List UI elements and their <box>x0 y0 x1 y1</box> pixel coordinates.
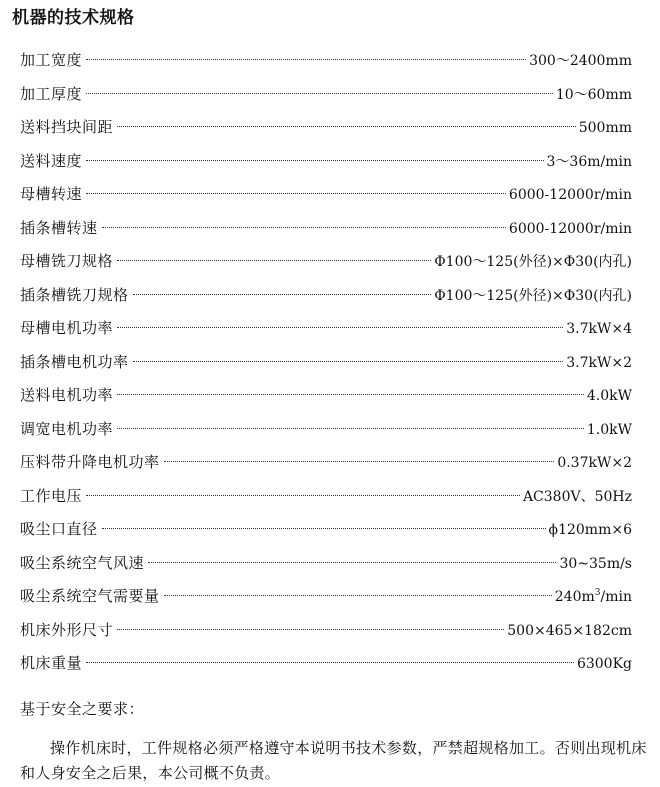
dotted-leader <box>86 160 544 161</box>
spec-value-text: 6000-12000r/min <box>508 220 632 237</box>
dotted-leader <box>148 562 556 563</box>
spec-label: 插条槽铣刀规格 <box>20 285 129 304</box>
spec-value-text: ϕ120mm×6 <box>548 522 632 538</box>
spec-value <box>587 380 632 414</box>
spec-value <box>587 414 632 448</box>
spec-label: 加工厚度 <box>20 84 83 103</box>
spec-value-text: 1.0kW <box>586 421 632 438</box>
spec-label: 加工宽度 <box>20 51 83 69</box>
spec-label: 送料挡块间距 <box>20 118 114 136</box>
spec-row <box>20 480 632 514</box>
spec-label: 插条槽转速 <box>20 218 98 237</box>
dotted-leader <box>86 662 574 663</box>
spec-value-text: 300～2400mm <box>529 53 632 69</box>
spec-value <box>509 179 632 213</box>
spec-value <box>523 481 632 515</box>
spec-row <box>20 178 632 212</box>
spec-row <box>20 145 632 179</box>
dotted-leader <box>133 294 432 295</box>
spec-value <box>549 514 632 548</box>
spec-value <box>434 246 632 280</box>
spec-value-text: 3～36m/min <box>546 153 632 170</box>
spec-row <box>20 44 632 78</box>
spec-label: 母槽电机功率 <box>20 319 114 337</box>
spec-value <box>547 146 632 180</box>
spec-row <box>20 379 632 413</box>
spec-label: 送料速度 <box>20 151 83 170</box>
spec-value <box>566 313 632 347</box>
spec-value-text: Φ100～125(外径)×Φ30(内孔) <box>434 287 632 304</box>
spec-value-text: 500×465×182cm <box>507 622 632 639</box>
safety-body: 操作机床时，工件规格必须严格遵守本说明书技术参数，严禁超规格加工。否则出现机床和人身安全之后果，本公司概不负责。 <box>20 739 647 782</box>
spec-value-text: 500mm <box>578 120 632 136</box>
spec-row <box>20 78 632 112</box>
dotted-leader <box>164 595 552 596</box>
spec-label: 送料电机功率 <box>20 386 114 404</box>
spec-value <box>559 548 632 582</box>
spec-row <box>20 547 632 581</box>
spec-value-text: 30~35m/s <box>559 555 632 572</box>
spec-value-text: 3.7kW×4 <box>566 321 632 337</box>
spec-value <box>507 615 632 649</box>
spec-row <box>20 346 632 380</box>
spec-label: 工作电压 <box>20 486 83 505</box>
spec-value <box>577 648 632 682</box>
dotted-leader <box>117 394 584 395</box>
dotted-leader <box>133 361 564 362</box>
spec-label: 母槽转速 <box>20 185 83 203</box>
spec-label: 机床外形尺寸 <box>20 620 114 639</box>
spec-label: 插条槽电机功率 <box>20 352 129 371</box>
spec-label: 吸尘系统空气风速 <box>20 553 145 572</box>
spec-value <box>555 581 632 615</box>
spec-row <box>20 212 632 246</box>
spec-label: 机床重量 <box>20 654 83 672</box>
spec-value-text: Φ100～125(外径)×Φ30(内孔) <box>434 254 632 270</box>
dotted-leader <box>86 59 526 60</box>
spec-value <box>566 347 632 381</box>
spec-value-text: 6300Kg <box>576 656 632 672</box>
dotted-leader <box>86 495 520 496</box>
spec-label: 吸尘系统空气需要量 <box>20 587 160 605</box>
spec-value <box>529 45 632 79</box>
spec-value <box>557 447 632 481</box>
dotted-leader <box>86 193 506 194</box>
spec-value <box>579 112 632 146</box>
spec-row <box>20 312 632 346</box>
safety-heading: 基于安全之要求： <box>20 700 145 718</box>
document-title: 机器的技术规格 <box>12 8 135 28</box>
spec-value-superscript: 3 <box>594 588 601 598</box>
spec-value-text: 0.37kW×2 <box>557 455 632 471</box>
spec-value-text: AC380V、50Hz <box>522 488 632 505</box>
spec-value-suffix: /min <box>600 589 632 605</box>
spec-row <box>20 111 632 145</box>
spec-row <box>20 245 632 279</box>
dotted-leader <box>117 260 431 261</box>
spec-row <box>20 279 632 313</box>
spec-value-text: 10～60mm <box>555 86 632 103</box>
spec-value-text: 4.0kW <box>586 388 632 404</box>
spec-label: 调宽电机功率 <box>20 419 114 438</box>
dotted-leader <box>117 126 576 127</box>
spec-label: 压料带升降电机功率 <box>20 453 160 471</box>
dotted-leader <box>102 227 506 228</box>
spec-label: 吸尘口直径 <box>20 520 98 538</box>
spec-value <box>509 213 632 247</box>
spec-row <box>20 413 632 447</box>
spec-value-text: 6000-12000r/min <box>508 187 632 203</box>
dotted-leader <box>164 461 555 462</box>
spec-row <box>20 580 632 614</box>
spec-value-text: 3.7kW×2 <box>566 354 632 371</box>
spec-label: 母槽铣刀规格 <box>20 252 114 270</box>
spec-row <box>20 446 632 480</box>
dotted-leader <box>117 629 504 630</box>
spec-value <box>434 280 632 314</box>
spec-row <box>20 614 632 648</box>
dotted-leader <box>117 327 563 328</box>
spec-row <box>20 647 632 681</box>
spec-value-text: 240m <box>554 589 595 605</box>
dotted-leader <box>102 528 546 529</box>
spec-value <box>556 79 632 113</box>
spec-row <box>20 513 632 547</box>
dotted-leader <box>117 428 584 429</box>
spec-list <box>20 44 632 681</box>
dotted-leader <box>86 93 553 94</box>
